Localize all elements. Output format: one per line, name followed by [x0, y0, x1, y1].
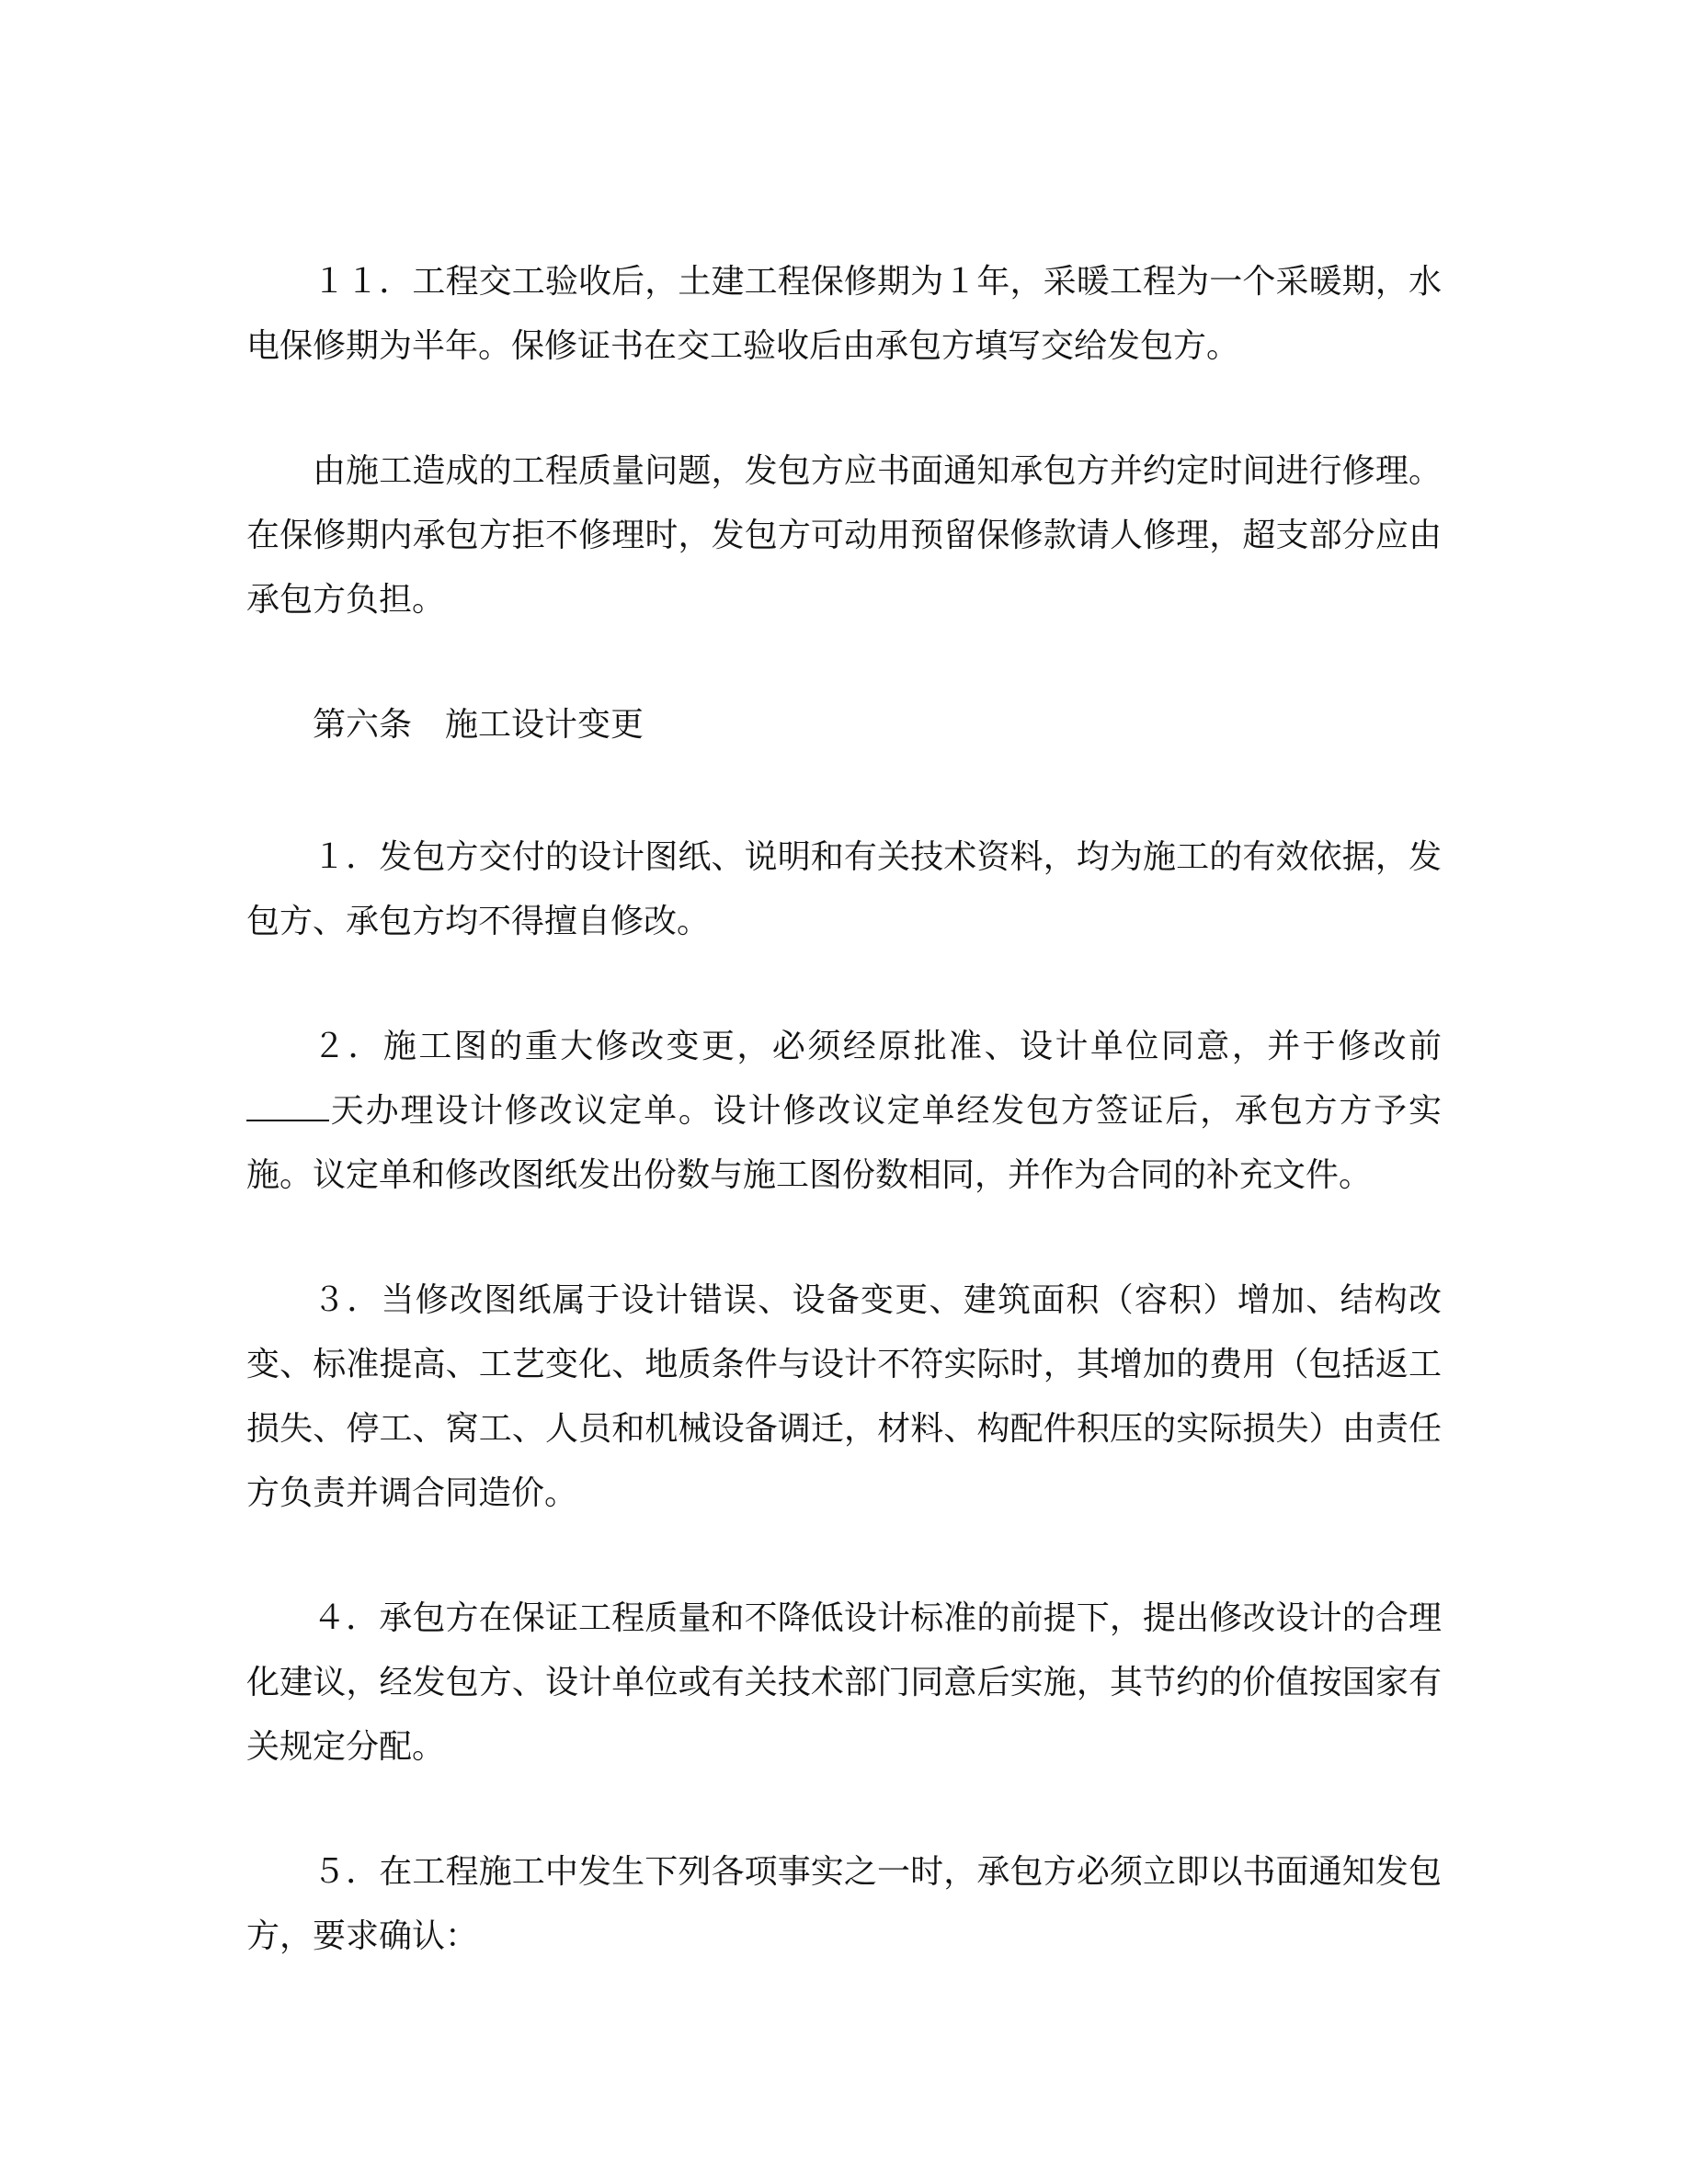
- paragraph-clause-1: １．发包方交付的设计图纸、说明和有关技术资料，均为施工的有效依据，发包方、承包方均不得擅自修改。: [246, 838, 1442, 940]
- article-number: 第六条: [313, 706, 413, 744]
- paragraph-warranty-period: １１．工程交工验收后，土建工程保修期为１年，采暖工程为一个采暖期，水电保修期为半年。保修证书在交工验收后由承包方填写交给发包方。: [246, 263, 1442, 365]
- paragraph-clause-4: ４．承包方在保证工程质量和不降低设计标准的前提下，提出修改设计的合理化建议，经发包方、设计单位或有关技术部门同意后实施，其节约的价值按国家有关规定分配。: [246, 1599, 1442, 1766]
- paragraph-clause-3: ３．当修改图纸属于设计错误、设备变更、建筑面积（容积）增加、结构改变、标准提高、工艺变化、地质条件与设计不符实际时，其增加的费用（包括返工损失、停工、窝工、人员和机械设备调迁，材料、构配件积压的实际损失）由责任方负责并调合同造价。: [246, 1281, 1442, 1512]
- paragraph-quality-repair: 由施工造成的工程质量问题，发包方应书面通知承包方并约定时间进行修理。在保修期内承包方拒不修理时，发包方可动用预留保修款请人修理，超支部分应由承包方负担。: [246, 452, 1442, 619]
- paragraph-clause-2: [246, 1015, 1442, 1208]
- days-blank-field: [246, 1092, 329, 1121]
- article-heading: [313, 693, 644, 757]
- clause-2-text-after: 天办理设计修改议定单。设计修改议定单经发包方签证后，承包方方予实施。议定单和修改图纸发出份数与施工图份数相同，并作为合同的补充文件。: [246, 1092, 1442, 1194]
- clause-2-text-before: ２．施工图的重大修改变更，必须经原批准、设计单位同意，并于修改前: [313, 1028, 1442, 1065]
- paragraph-clause-5: ５．在工程施工中发生下列各项事实之一时，承包方必须立即以书面通知发包方，要求确认：: [246, 1853, 1442, 1955]
- article-title: 施工设计变更: [445, 706, 644, 744]
